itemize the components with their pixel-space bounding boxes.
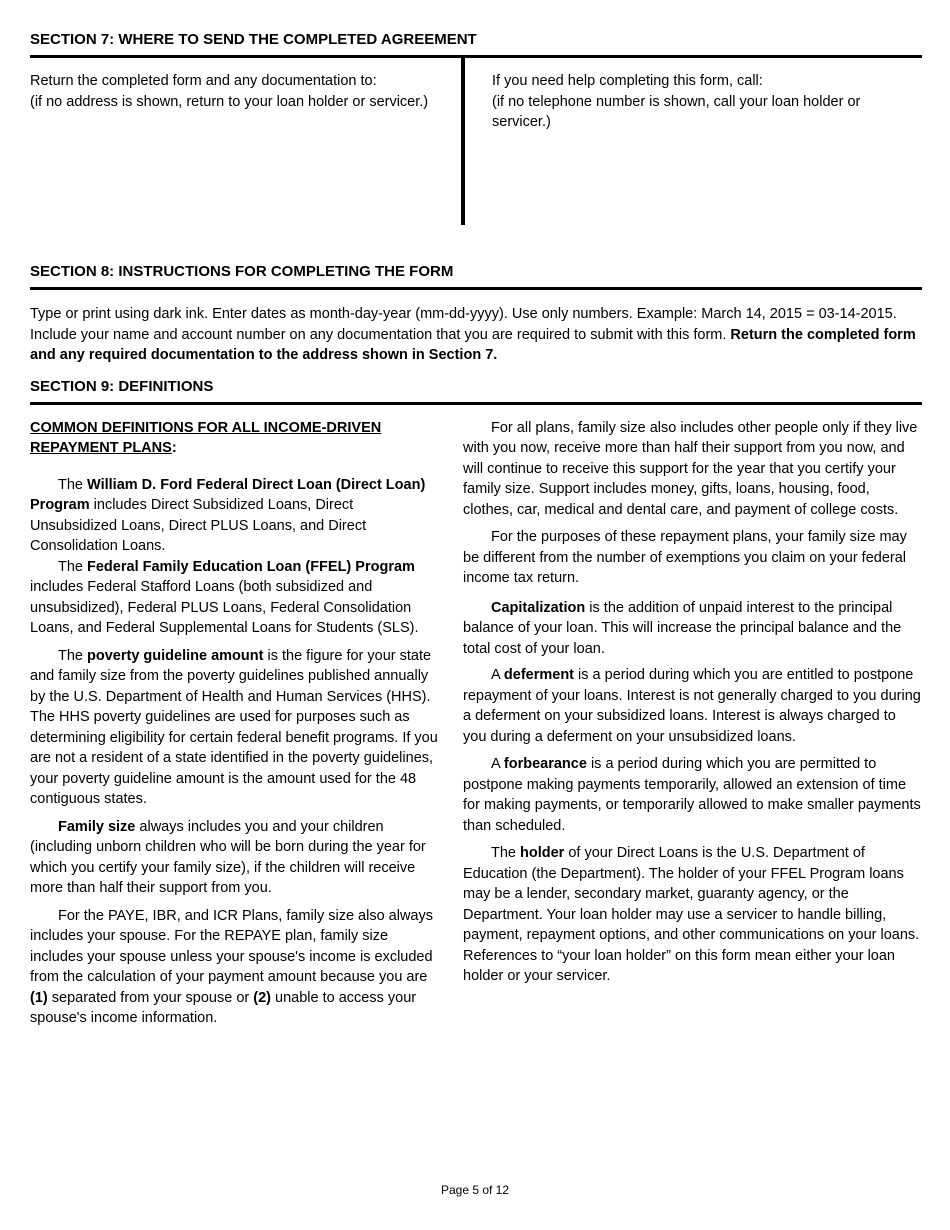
- section-7: [30, 30, 922, 225]
- definition-direct-loan: The William D. Ford Federal Direct Loan (Direct Loan) Program includes Direct Subsidized Loans, Direct Unsubsidized Loans, Direct PLUS Loans, and Direct Consolidation Loans.: [30, 476, 426, 554]
- definition-poverty-guideline: The poverty guideline amount is the figure for your state and family size from the poverty guidelines published annually by the U.S. Department of Health and Human Services (HHS). The HHS poverty guidelines are used for purposes such as determining eligibility for certain federal benefit programs. If you are not a resident of a state identified in the poverty guidelines, your poverty guideline amount is the amount used for the 48 contiguous states.: [30, 647, 438, 807]
- section-7-title: SECTION 7: WHERE TO SEND THE COMPLETED AGREEMENT: [30, 30, 922, 58]
- section-8: [30, 262, 922, 366]
- form-page: [30, 30, 922, 1029]
- section-8-instructions: [30, 290, 922, 366]
- definition-ffel: The Federal Family Education Loan (FFEL) Program includes Federal Stafford Loans (both subsidized and unsubsidized), Federal PLUS Loans, Federal Consolidation Loans, and Federal Supplemental Loans for Students (SLS).: [30, 558, 419, 636]
- definition-spouse: For the PAYE, IBR, and ICR Plans, family size also always includes your spouse. For the REPAYE plan, family size includes your spouse unless your spouse's income is excluded from the calculation of your payment amount because you are (1) separated from your spouse or (2) unable to access your spouse's income information.: [30, 907, 433, 1026]
- help-note: (if no telephone number is shown, call your loan holder or servicer.): [492, 93, 861, 130]
- instructions-text: Type or print using dark ink. Enter dates as month-day-year (mm-dd-yyyy). Use only numbers. Example: March 14, 2015 = 03-14-2015. Include your name and account number on any documentation that you are required to submit with this form.: [30, 306, 897, 343]
- definitions-right-column: [463, 418, 922, 1029]
- definition-purposes: For the purposes of these repayment plans, your family size may be different from the number of exemptions you claim on your federal income tax return.: [463, 529, 907, 586]
- definition-capitalization: Capitalization is the addition of unpaid interest to the principal balance of your loan. This will increase the principal balance and the total cost of your loan.: [463, 599, 902, 657]
- common-definitions-heading: COMMON DEFINITIONS FOR ALL INCOME-DRIVEN REPAYMENT PLANS:: [30, 419, 382, 456]
- return-address-box: [30, 58, 465, 225]
- return-instruction: Return the completed form and any documentation to:: [30, 73, 377, 89]
- section-7-body: [30, 58, 922, 225]
- instructions-bold-text: Return the completed form and any required documentation to the address shown in Section 7.: [30, 326, 916, 363]
- section-9-title: SECTION 9: DEFINITIONS: [30, 377, 922, 405]
- page-number: Page 5 of 12: [440, 1183, 510, 1197]
- help-instruction: If you need help completing this form, call:: [492, 73, 763, 89]
- help-phone-box: [465, 58, 922, 225]
- definition-deferment: A deferment is a period during which you are entitled to postpone repayment of your loans. Interest is not generally charged to you during a deferment on your subsidized loans. Interest is always charged to you during a deferment on your unsubsidized loans.: [463, 667, 921, 745]
- definitions-columns: [30, 405, 922, 1029]
- return-note: (if no address is shown, return to your loan holder or servicer.): [30, 93, 429, 110]
- section-9: [30, 377, 922, 1029]
- definition-forbearance: A forbearance is a period during which you are permitted to postpone making payments temporarily, allowed an extension of time for making payments, or temporarily allowed to make smaller payments than scheduled.: [463, 756, 921, 834]
- section-8-title: SECTION 8: INSTRUCTIONS FOR COMPLETING THE FORM: [30, 262, 922, 290]
- definitions-left-column: [30, 418, 440, 1029]
- definition-all-plans: For all plans, family size also includes other people only if they live with you now, receive more than half their support from you now, and will continue to receive this support for the year that you certify your family size. Support includes money, gifts, loans, housing, food, clothes, car, medical and dental care, and payment of college costs.: [463, 419, 918, 518]
- definition-family-size: Family size always includes you and your children (including unborn children who will be born during the year for which you certify your family size), if the children will receive more than half their support from you.: [30, 818, 426, 896]
- definition-holder: The holder of your Direct Loans is the U.S. Department of Education (the Department). The holder of your FFEL Program loans may be a lender, secondary market, guaranty agency, or the Department. Your loan holder may use a servicer to handle billing, payment, repayment options, and other communications on your loans. References to “your loan holder” on this form mean either your loan holder or your servicer.: [463, 845, 920, 984]
